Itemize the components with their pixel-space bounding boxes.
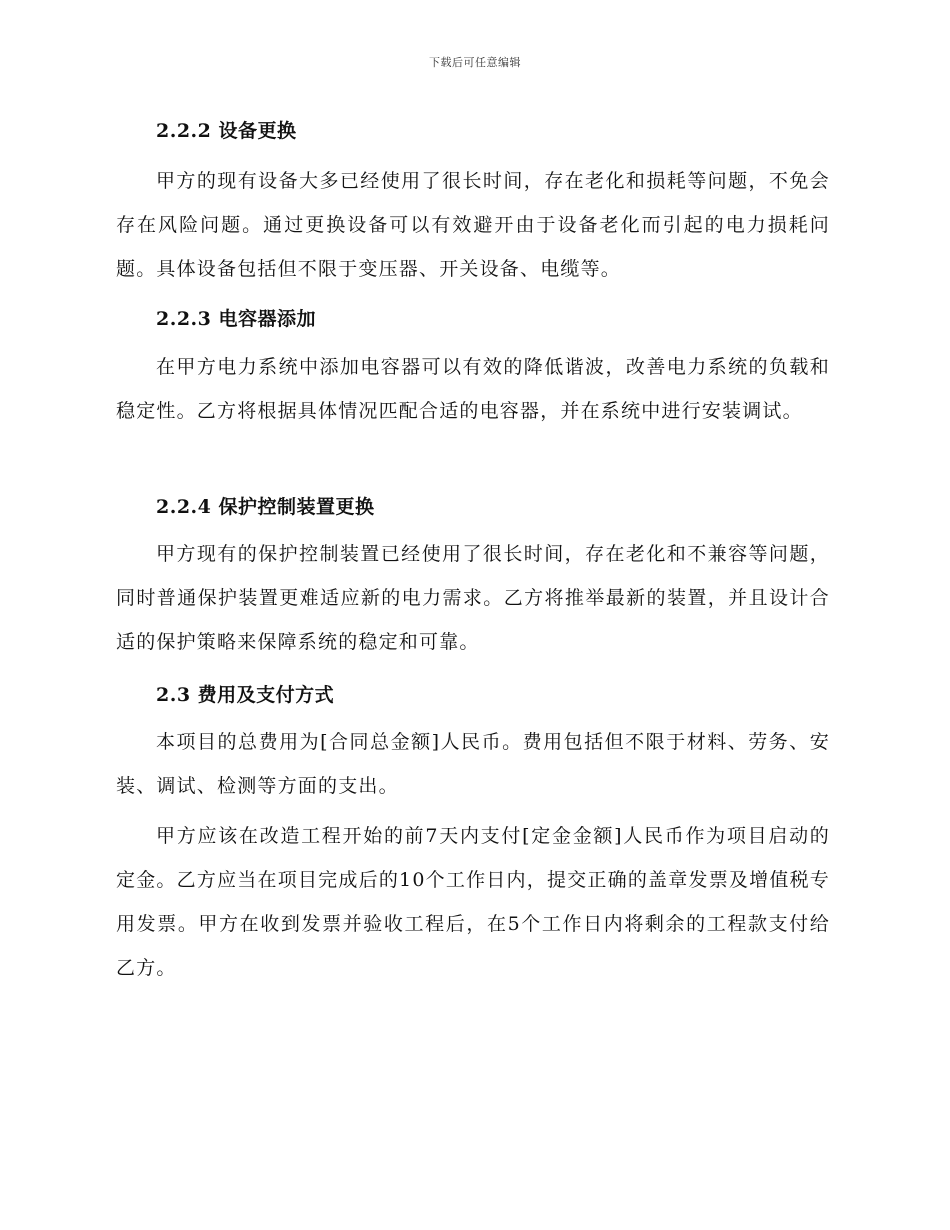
section-body-2-2-4: 甲方现有的保护控制装置已经使用了很长时间，存在老化和不兼容等问题，同时普通保护装置更难适应新的电力需求。乙方将推举最新的装置，并且设计合适的保护策略来保障系统的稳定和可靠。 [116, 543, 830, 653]
section-heading-2-2-4: 2.2.4 保护控制装置更换 [156, 496, 375, 518]
section-heading-2-2-3: 2.2.3 电容器添加 [156, 308, 317, 330]
section-heading-2-3: 2.3 费用及支付方式 [156, 684, 335, 706]
section-heading-2-2-2: 2.2.2 设备更换 [156, 120, 297, 142]
page-header-note: 下载后可任意编辑 [429, 56, 521, 69]
section-body-2-3-fees: 本项目的总费用为[合同总金额]人民币。费用包括但不限于材料、劳务、安装、调试、检测等方面的支出。 [116, 731, 830, 797]
section-body-2-2-2: 甲方的现有设备大多已经使用了很长时间，存在老化和损耗等问题，不免会存在风险问题。通过更换设备可以有效避开由于设备老化而引起的电力损耗问题。具体设备包括但不限于变压器、开关设备、电缆等。 [116, 170, 830, 280]
section-body-2-2-3: 在甲方电力系统中添加电容器可以有效的降低谐波，改善电力系统的负载和稳定性。乙方将根据具体情况匹配合适的电容器，并在系统中进行安装调试。 [116, 356, 830, 422]
section-body-2-3-payment: 甲方应该在改造工程开始的前7天内支付[定金金额]人民币作为项目启动的定金。乙方应当在项目完成后的10个工作日内，提交正确的盖章发票及增值税专用发票。甲方在收到发票并验收工程后，在5个工作日内将剩余的工程款支付给乙方。 [116, 825, 830, 979]
